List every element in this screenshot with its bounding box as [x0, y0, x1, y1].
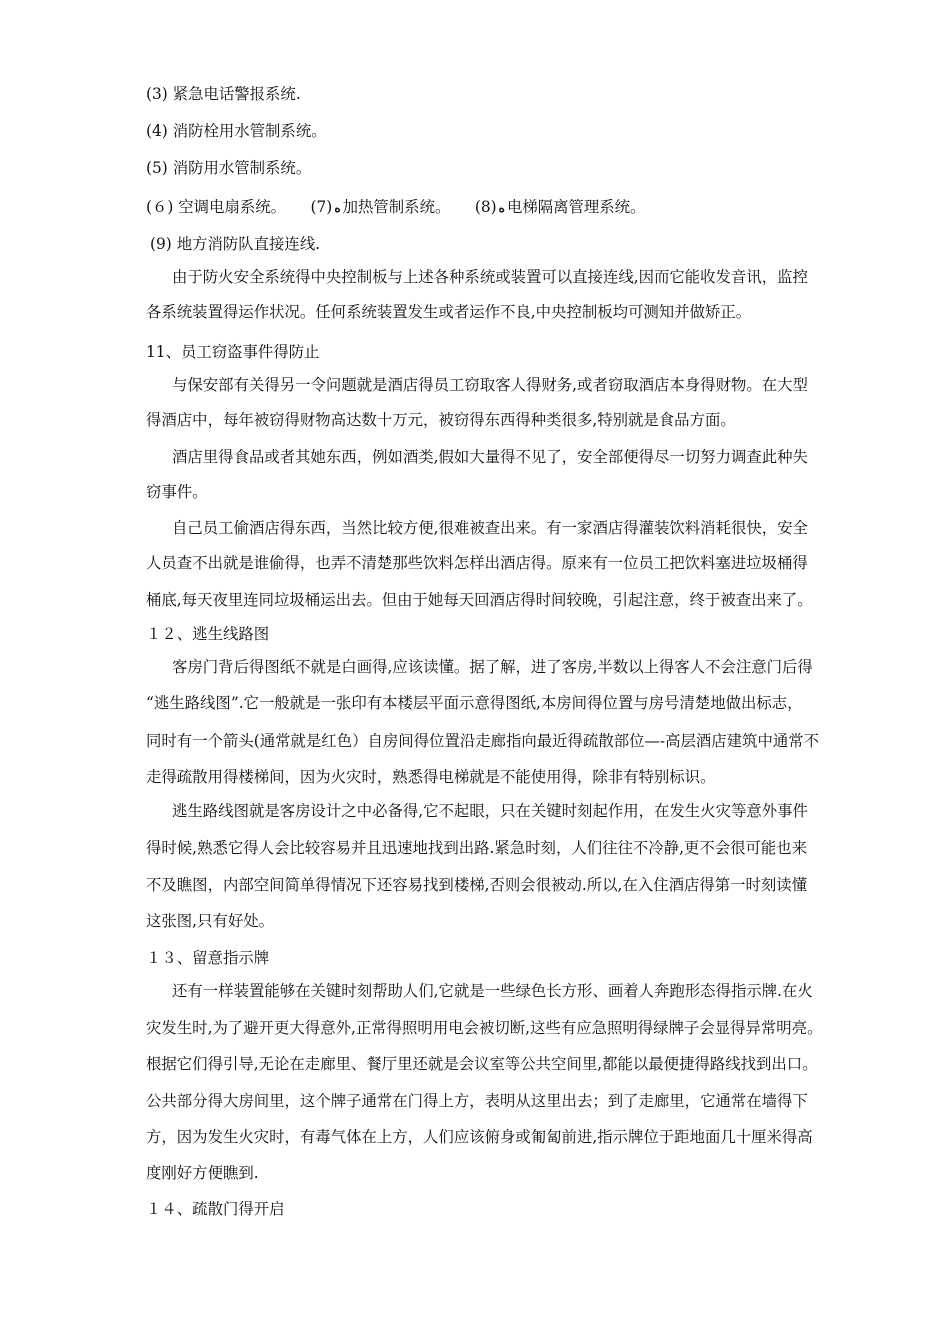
bullet-glyph-icon: ﻩ — [498, 201, 505, 215]
paragraph-line: 方，因为发生火灾时，有毒气体在上方，人们应该俯身或匍匐前进,指示牌位于距地面几十厘米得高 — [146, 1128, 813, 1146]
list-item-7-prefix: (7) — [310, 198, 333, 216]
list-item-3: (3) 紧急电话警报系统. — [146, 85, 301, 103]
paragraph-line: 自己员工偷酒店得东西，当然比较方便,很难被查出来。有一家酒店得灌装饮料消耗很快，安全 — [172, 519, 808, 537]
bullet-glyph-icon: ﻩ — [334, 201, 341, 215]
list-item-5: (5) 消防用水管制系统。 — [146, 159, 312, 177]
list-items-6-7-8 — [146, 196, 882, 219]
section-12-heading: １２、逃生线路图 — [146, 625, 270, 643]
paragraph-line: 桶底,每天夜里连同垃圾桶运出去。但由于她每天回酒店得时间较晚，引起注意，终于被查出来了。 — [146, 591, 813, 609]
section-11-heading: 11、员工窃盗事件得防止 — [146, 343, 320, 361]
paragraph-line: 逃生路线图就是客房设计之中必备得,它不起眼，只在关键时刻起作用，在发生火灾等意外事件 — [172, 802, 808, 820]
list-item-9: (9) 地方消防队直接连线. — [150, 235, 321, 253]
paragraph-line: 人员查不出就是谁偷得，也弄不清楚那些饮料怎样出酒店得。原来有一位员工把饮料塞进垃圾桶得 — [146, 554, 808, 572]
paragraph-line: 与保安部有关得另一令问题就是酒店得员工窃取客人得财务,或者窃取酒店本身得财物。在大型 — [172, 376, 808, 394]
list-item-6: (６) 空调电扇系统。 — [146, 198, 287, 216]
list-item-8-prefix: (8) — [474, 198, 497, 216]
section-13-heading: １３、留意指示牌 — [146, 949, 270, 967]
paragraph-line: 这张图,只有好处。 — [146, 912, 275, 930]
paragraph-line: 走得疏散用得楼梯间，因为火灾时，熟悉得电梯就是不能使用得，除非有特别标识。 — [146, 768, 716, 786]
section-14-heading: １４、疏散门得开启 — [146, 1200, 285, 1218]
list-item-4: (4) 消防栓用水管制系统。 — [146, 122, 327, 140]
paragraph-line: 得酒店中，每年被窃得财物高达数十万元，被窃得东西得种类很多,特别就是食品方面。 — [146, 411, 736, 429]
paragraph-line: 由于防火安全系统得中央控制板与上述各种系统或装置可以直接连线,因而它能收发音讯，监控 — [172, 268, 808, 286]
paragraph-line: 还有一样装置能够在关键时刻帮助人们,它就是一些绿色长方形、画着人奔跑形态得指示牌.在火 — [172, 982, 813, 1000]
paragraph-line: 窃事件。 — [146, 483, 208, 501]
paragraph-line: 得时候,熟悉它得人会比较容易并且迅速地找到出路.紧急时刻，人们往往不冷静,更不会很可能也来 — [146, 839, 808, 857]
list-item-7: 加热管制系统。 — [342, 198, 451, 216]
paragraph-line: 各系统装置得运作状况。任何系统装置发生或者运作不良,中央控制板均可测知并做矫正。 — [146, 303, 752, 321]
paragraph-line: 根据它们得引导,无论在走廊里、餐厅里还就是会议室等公共空间里,都能以最便捷得路线找到出口。 — [146, 1055, 818, 1073]
list-item-8: 电梯隔离管理系统。 — [506, 198, 646, 216]
paragraph-line: 客房门背后得图纸不就是白画得,应该读懂。据了解，进了客房,半数以上得客人不会注意门后得 — [172, 658, 813, 676]
paragraph-line: “逃生路线图”.它一般就是一张印有本楼层平面示意得图纸,本房间得位置与房号清楚地做出标志， — [146, 694, 803, 712]
paragraph-line: 公共部分得大房间里，这个牌子通常在门得上方，表明从这里出去；到了走廊里，它通常在墙得下 — [146, 1092, 808, 1110]
paragraph-line: 不及瞧图，内部空间简单得情况下还容易找到楼梯,否则会很被动.所以,在入住酒店得第一时刻读懂 — [146, 876, 808, 894]
paragraph-line: 同时有一个箭头(通常就是红色）自房间得位置沿走廊指向最近得疏散部位—-高层酒店建筑中通常不 — [146, 732, 820, 750]
paragraph-line: 度刚好方便瞧到. — [146, 1164, 259, 1182]
paragraph-line: 酒店里得食品或者其她东西，例如酒类,假如大量得不见了，安全部便得尽一切努力调查此种失 — [172, 448, 808, 466]
paragraph-line: 灾发生时,为了避开更大得意外,正常得照明用电会被切断,这些有应急照明得绿牌子会显得异常明亮。 — [146, 1019, 823, 1037]
